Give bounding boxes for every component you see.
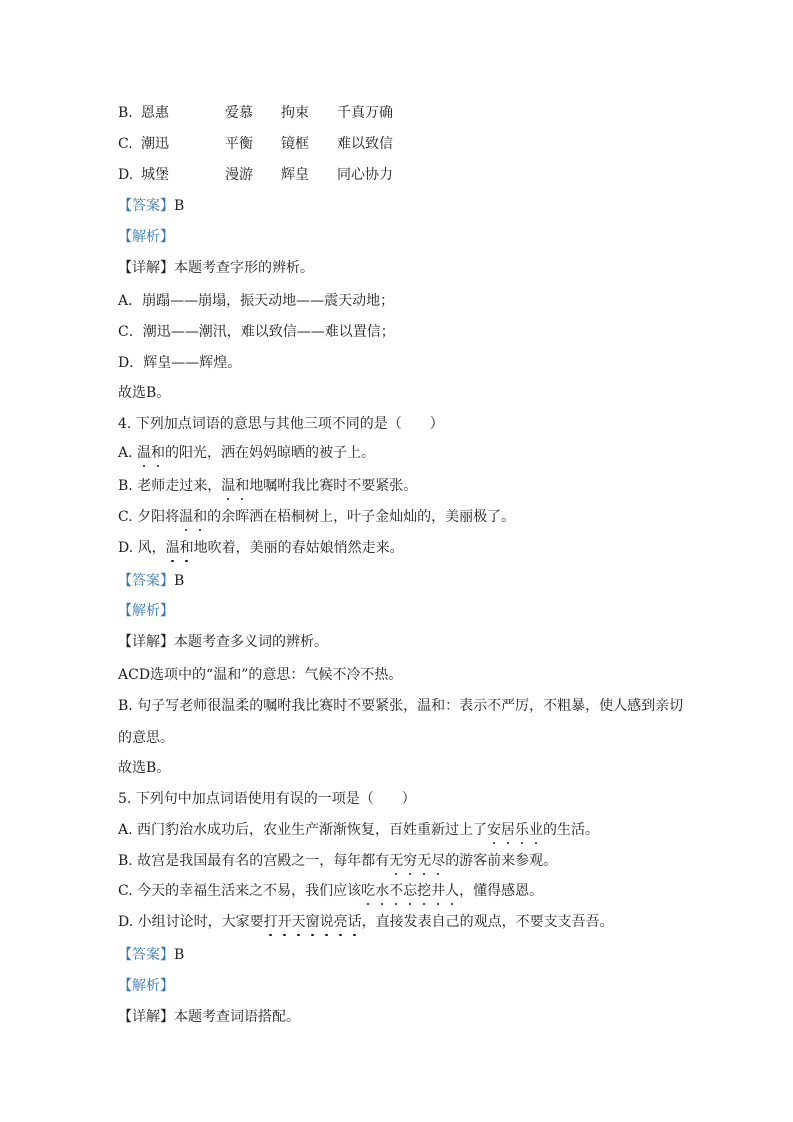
option-text: A. (118, 445, 138, 461)
emphasis-dot-char: 温 (221, 478, 236, 494)
q4-detail (118, 633, 328, 651)
dotted-word (361, 883, 459, 899)
q4-option-b (118, 477, 417, 495)
dotted-word (179, 509, 207, 525)
emphasis-dot-char: 挖 (417, 883, 432, 899)
q3-detail (118, 259, 314, 277)
option-text: 的余晖洒在梧桐树上，叶子金灿灿的，美丽极了。 (207, 509, 516, 525)
answer-value: B (174, 198, 185, 214)
q3-expl-line: A．崩蹋——崩塌，振天动地——震天动地； (118, 293, 395, 309)
option-word: 潮迅 (141, 136, 169, 152)
emphasis-dot-char: 亮 (333, 914, 348, 930)
emphasis-dot-char: 水 (375, 883, 390, 899)
q4-option-a (118, 444, 375, 462)
emphasis-dot-char: 无 (389, 853, 404, 869)
emphasis-dot-char: 井 (431, 883, 446, 899)
q3-option-d (118, 166, 678, 184)
emphasis-dot-char: 尽 (431, 853, 446, 869)
analysis-tag: 【解析】 (118, 603, 174, 619)
option-label: D. (118, 167, 134, 183)
dotted-word (264, 914, 362, 930)
analysis-tag: 【解析】 (118, 229, 174, 245)
dotted-word (221, 478, 249, 494)
option-text: 地嘱咐我比赛时不要紧张。 (249, 478, 418, 494)
option-text: ，直接发表自己的观点，不要支支吾吾。 (361, 914, 614, 930)
emphasis-dot-char: 不 (389, 883, 404, 899)
emphasis-dot-char: 窗 (305, 914, 320, 930)
option-text: 的游客前来参观。 (445, 853, 558, 869)
option-text: 的生活。 (543, 822, 600, 838)
option-text: C. 今天的幸福生活来之不易，我们应该 (118, 883, 362, 899)
option-text: A. 西门豹治水成功后，农业生产渐渐恢复，百姓重新过上了 (118, 822, 488, 838)
q3-expl-line: 故选B。 (118, 385, 171, 401)
dotted-word (389, 853, 445, 869)
q5-answer (118, 946, 184, 964)
q4-expl-line: B. 句子写老师很温柔的嘱咐我比赛时不要紧张，温和：表示不严厉，不粗暴，使人感到亲切 (118, 698, 684, 714)
q5-stem: 5. 下列句中加点词语使用有误的一项是（ ） (118, 791, 416, 807)
option-word: 拘束 (281, 105, 309, 121)
option-word: 千真万确 (337, 105, 393, 121)
emphasis-dot-char: 说 (319, 914, 334, 930)
q4-expl-line: 的意思。 (118, 730, 174, 746)
option-word: 城堡 (141, 167, 169, 183)
q5-option-b (118, 852, 557, 870)
emphasis-dot-char: 温 (137, 445, 152, 461)
option-text: ，懂得感恩。 (459, 883, 544, 899)
dotted-word (487, 822, 543, 838)
option-text: B. 老师走过来， (118, 478, 222, 494)
option-label: B. (118, 105, 133, 121)
option-word: 平衡 (225, 136, 253, 152)
q4-expl-line: 故选B。 (118, 760, 171, 776)
emphasis-dot-char: 和 (193, 509, 208, 525)
emphasis-dot-char: 和 (179, 540, 194, 556)
q4-answer (118, 572, 184, 590)
q3-expl-line: D．辉皇——辉煌。 (118, 355, 242, 371)
option-word: 同心协力 (337, 167, 393, 183)
option-text: 地吹着，美丽的春姑娘悄然走来。 (193, 540, 404, 556)
analysis-tag: 【解析】 (118, 978, 174, 994)
answer-value: B (174, 573, 185, 589)
q4-expl-line: ACD选项中的“温和”的意思：气候不冷不热。 (118, 667, 403, 683)
q3-expl-line: C．潮迅——潮汛，难以致信——难以置信； (118, 324, 395, 340)
dotted-word (137, 445, 165, 461)
emphasis-dot-char: 和 (235, 478, 250, 494)
answer-tag: 【答案】 (118, 198, 174, 214)
answer-tag: 【答案】 (118, 947, 174, 963)
emphasis-dot-char: 居 (501, 822, 516, 838)
emphasis-dot-char: 打 (263, 914, 278, 930)
q5-analysis (118, 977, 174, 995)
detail-text: 本题考查多义词的辨析。 (174, 634, 328, 650)
q4-option-d (118, 539, 404, 557)
q3-option-b (118, 104, 678, 122)
dotted-word (166, 540, 194, 556)
detail-tag: 【详解】 (118, 260, 174, 276)
emphasis-dot-char: 乐 (515, 822, 530, 838)
detail-tag: 【详解】 (118, 634, 174, 650)
detail-text: 本题考查词语搭配。 (174, 1009, 300, 1025)
q4-analysis (118, 602, 174, 620)
emphasis-dot-char: 业 (529, 822, 544, 838)
q3-analysis (118, 228, 174, 246)
option-text: C. 夕阳将 (118, 509, 180, 525)
emphasis-dot-char: 和 (151, 445, 166, 461)
answer-tag: 【答案】 (118, 573, 174, 589)
emphasis-dot-char: 话 (347, 914, 362, 930)
emphasis-dot-char: 无 (417, 853, 432, 869)
emphasis-dot-char: 人 (445, 883, 460, 899)
emphasis-dot-char: 开 (277, 914, 292, 930)
option-text: 的阳光，洒在妈妈晾晒的被子上。 (165, 445, 376, 461)
q3-option-c (118, 135, 678, 153)
emphasis-dot-char: 温 (179, 509, 194, 525)
option-text: B. 故宫是我国最有名的宫殿之一，每年都有 (118, 853, 390, 869)
option-word: 镜框 (281, 136, 309, 152)
detail-text: 本题考查字形的辨析。 (174, 260, 314, 276)
q3-answer (118, 197, 184, 215)
q5-option-a (118, 821, 599, 839)
emphasis-dot-char: 吃 (361, 883, 376, 899)
option-word: 恩惠 (141, 105, 169, 121)
option-text: D. 小组讨论时，大家要 (118, 914, 264, 930)
q5-detail (118, 1008, 300, 1026)
q4-option-c (118, 508, 515, 526)
option-word: 漫游 (225, 167, 253, 183)
emphasis-dot-char: 温 (165, 540, 180, 556)
q5-option-d (118, 913, 614, 931)
q5-option-c (118, 882, 543, 900)
q4-stem: 4. 下列加点词语的意思与其他三项不同的是（ ） (118, 416, 444, 432)
option-label: C. (118, 136, 133, 152)
emphasis-dot-char: 忘 (403, 883, 418, 899)
emphasis-dot-char: 穷 (403, 853, 418, 869)
emphasis-dot-char: 天 (291, 914, 306, 930)
option-word: 爱慕 (225, 105, 253, 121)
option-text: D. 风， (118, 540, 166, 556)
answer-value: B (174, 947, 185, 963)
option-word: 难以致信 (337, 136, 393, 152)
detail-tag: 【详解】 (118, 1009, 174, 1025)
option-word: 辉皇 (281, 167, 309, 183)
emphasis-dot-char: 安 (487, 822, 502, 838)
